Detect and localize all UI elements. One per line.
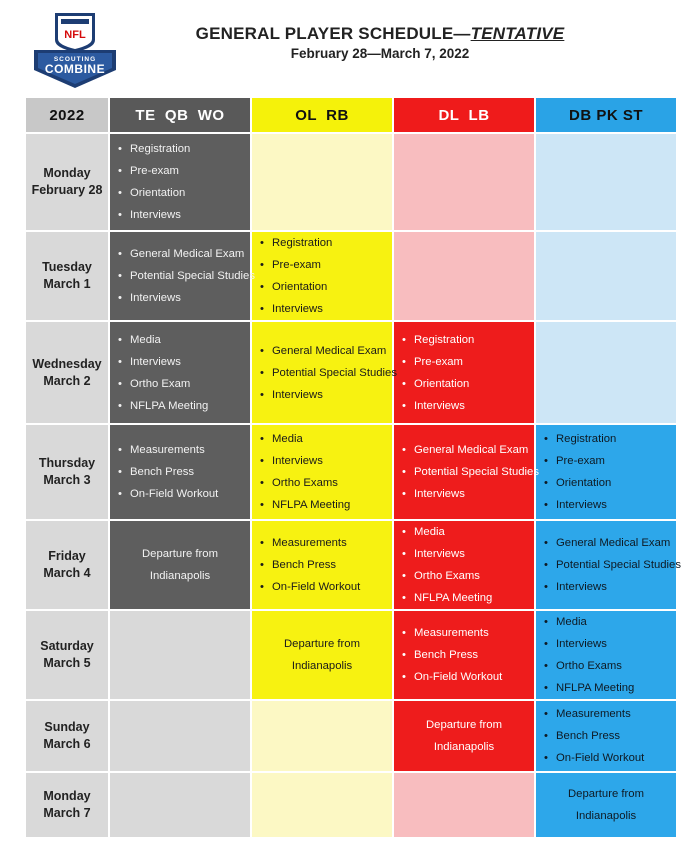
list-item: • General Medical Exam xyxy=(118,243,250,265)
header-group-te-qb-wo: TE QB WO xyxy=(110,98,250,132)
day-date: March 3 xyxy=(43,473,91,487)
item-list xyxy=(536,703,676,769)
cell-dl-lb-empty xyxy=(394,773,534,837)
list-item: • Orientation xyxy=(544,472,676,494)
day-name: Monday xyxy=(43,789,91,803)
combine-logo xyxy=(32,10,118,90)
item-list xyxy=(252,428,392,516)
departure-line: Departure from xyxy=(568,788,644,800)
cell-dl-lb xyxy=(394,611,534,699)
item-list xyxy=(394,521,534,609)
cell-db-pk-st xyxy=(536,425,676,519)
list-item: • Measurements xyxy=(118,439,250,461)
cell-te-qb-wo-empty xyxy=(110,611,250,699)
item-list xyxy=(394,329,534,417)
departure-city: Indianapolis xyxy=(291,660,353,672)
table-row xyxy=(26,773,676,837)
day-name: Sunday xyxy=(44,720,90,734)
cell-te-qb-wo-empty xyxy=(110,701,250,771)
list-item: • Pre-exam xyxy=(402,351,534,373)
item-list xyxy=(536,611,676,699)
list-item: • Measurements xyxy=(544,703,676,725)
day-cell xyxy=(26,134,108,230)
list-item: • Interviews xyxy=(118,351,250,373)
list-item: • Potential Special Studies xyxy=(118,265,250,287)
item-list xyxy=(110,329,250,417)
item-list xyxy=(536,532,681,598)
cell-dl-lb-empty xyxy=(394,232,534,320)
list-item: • NFLPA Meeting xyxy=(544,677,676,699)
item-list xyxy=(110,138,250,226)
list-item: • Interviews xyxy=(118,287,250,309)
day-cell xyxy=(26,322,108,423)
cell-ol-rb-empty xyxy=(252,134,392,230)
table-row xyxy=(26,232,676,320)
list-item: • On-Field Workout xyxy=(402,666,534,688)
cell-te-qb-wo xyxy=(110,134,250,230)
table-row xyxy=(26,611,676,699)
day-date: March 5 xyxy=(43,656,91,670)
header xyxy=(150,24,610,61)
table-row xyxy=(26,322,676,423)
item-list xyxy=(536,428,676,516)
header-group-dl-lb: DL LB xyxy=(394,98,534,132)
cell-ol-rb-departure xyxy=(252,611,392,699)
day-name: Thursday xyxy=(38,456,96,470)
departure-line: Departure from xyxy=(426,719,502,731)
cell-dl-lb xyxy=(394,521,534,609)
day-cell xyxy=(26,773,108,837)
list-item: • General Medical Exam xyxy=(544,532,676,554)
list-item: • On-Field Workout xyxy=(260,576,392,598)
cell-te-qb-wo xyxy=(110,425,250,519)
cell-dl-lb-empty xyxy=(394,134,534,230)
list-item: • Interviews xyxy=(402,395,534,417)
day-date: March 1 xyxy=(43,277,91,291)
day-date: March 4 xyxy=(43,566,91,580)
list-item: • Registration xyxy=(544,428,676,450)
header-year: 2022 xyxy=(26,98,108,132)
list-item: • Registration xyxy=(260,232,392,254)
list-item: • Measurements xyxy=(402,622,534,644)
day-cell xyxy=(26,425,108,519)
list-item: • Orientation xyxy=(260,276,392,298)
list-item: • On-Field Workout xyxy=(544,747,676,769)
cell-te-qb-wo-departure xyxy=(110,521,250,609)
list-item: • Pre-exam xyxy=(118,160,250,182)
day-cell xyxy=(26,611,108,699)
item-list xyxy=(110,243,255,309)
list-item: • Interviews xyxy=(260,450,392,472)
day-name: Monday xyxy=(43,166,91,180)
logo-nfl-text: NFL xyxy=(64,29,86,41)
list-item: • Registration xyxy=(118,138,250,160)
item-list xyxy=(394,439,539,505)
cell-db-pk-st xyxy=(536,521,681,609)
list-item: • Media xyxy=(402,521,534,543)
list-item: • Bench Press xyxy=(544,725,676,747)
list-item: • Ortho Exams xyxy=(402,565,534,587)
item-list xyxy=(252,532,392,598)
list-item: • Potential Special Studies xyxy=(260,362,392,384)
list-item: • Potential Special Studies xyxy=(402,461,534,483)
list-item: • Interviews xyxy=(402,543,534,565)
cell-db-pk-st-departure xyxy=(536,773,676,837)
list-item: • Interviews xyxy=(544,576,676,598)
cell-dl-lb-departure xyxy=(394,701,534,771)
cell-db-pk-st xyxy=(536,701,676,771)
list-item: • Orientation xyxy=(118,182,250,204)
cell-ol-rb xyxy=(252,232,392,320)
list-item: • On-Field Workout xyxy=(118,483,250,505)
cell-ol-rb xyxy=(252,425,392,519)
list-item: • Potential Special Studies xyxy=(544,554,676,576)
day-name: Wednesday xyxy=(32,356,102,371)
day-date: March 7 xyxy=(43,806,91,820)
list-item: • General Medical Exam xyxy=(260,340,392,362)
list-item: • Measurements xyxy=(260,532,392,554)
list-item: • Interviews xyxy=(260,384,392,406)
cell-dl-lb xyxy=(394,425,539,519)
cell-te-qb-wo xyxy=(110,232,255,320)
list-item: • Interviews xyxy=(544,494,676,516)
cell-dl-lb xyxy=(394,322,534,423)
title-main: GENERAL PLAYER SCHEDULE— xyxy=(195,24,471,43)
departure-city: Indianapolis xyxy=(575,810,637,822)
day-date: February 28 xyxy=(31,183,103,197)
list-item: • Media xyxy=(118,329,250,351)
schedule-table xyxy=(24,96,681,839)
list-item: • Pre-exam xyxy=(544,450,676,472)
cell-ol-rb-empty xyxy=(252,773,392,837)
day-date: March 2 xyxy=(43,373,91,388)
table-row xyxy=(26,425,676,519)
title-tentative: TENTATIVE xyxy=(470,24,565,43)
list-item: • Pre-exam xyxy=(260,254,392,276)
list-item: • Interviews xyxy=(402,483,534,505)
cell-db-pk-st-empty xyxy=(536,232,676,320)
list-item: • NFLPA Meeting xyxy=(402,587,534,609)
list-item: • Media xyxy=(260,428,392,450)
page-title xyxy=(150,24,610,44)
item-list xyxy=(252,340,397,406)
table-row xyxy=(26,134,676,230)
day-cell xyxy=(26,701,108,771)
list-item: • General Medical Exam xyxy=(402,439,534,461)
list-item: • Ortho Exam xyxy=(118,373,250,395)
list-item: • Interviews xyxy=(260,298,392,320)
list-item: • Orientation xyxy=(402,373,534,395)
cell-db-pk-st xyxy=(536,611,676,699)
day-cell xyxy=(26,521,108,609)
departure-line: Departure from xyxy=(142,548,218,560)
day-name: Saturday xyxy=(40,639,94,653)
cell-ol-rb xyxy=(252,322,397,423)
list-item: • Registration xyxy=(402,329,534,351)
cell-ol-rb-empty xyxy=(252,701,392,771)
list-item: • Media xyxy=(544,611,676,633)
item-list xyxy=(110,439,250,505)
departure-city: Indianapolis xyxy=(433,741,495,753)
logo-combine-text: COMBINE xyxy=(44,62,106,76)
cell-db-pk-st-empty xyxy=(536,134,676,230)
table-row xyxy=(26,701,676,771)
header-group-db-pk-st: DB PK ST xyxy=(536,98,676,132)
cell-te-qb-wo-empty xyxy=(110,773,250,837)
page-subtitle: February 28—March 7, 2022 xyxy=(290,46,470,61)
day-cell xyxy=(26,232,108,320)
day-date: March 6 xyxy=(43,737,91,751)
cell-db-pk-st-empty xyxy=(536,322,676,423)
table-row xyxy=(26,521,676,609)
list-item: • Ortho Exams xyxy=(260,472,392,494)
departure-city: Indianapolis xyxy=(149,570,211,582)
list-item: • Interviews xyxy=(118,204,250,226)
cell-te-qb-wo xyxy=(110,322,250,423)
list-item: • Bench Press xyxy=(118,461,250,483)
cell-ol-rb xyxy=(252,521,392,609)
list-item: • NFLPA Meeting xyxy=(118,395,250,417)
day-name: Friday xyxy=(48,549,86,563)
logo-scouting-text: SCOUTING xyxy=(53,56,97,63)
list-item: • Interviews xyxy=(544,633,676,655)
departure-line: Departure from xyxy=(284,638,360,650)
list-item: • Ortho Exams xyxy=(544,655,676,677)
header-row xyxy=(26,98,676,132)
day-name: Tuesday xyxy=(42,260,92,274)
list-item: • Bench Press xyxy=(260,554,392,576)
list-item: • NFLPA Meeting xyxy=(260,494,392,516)
header-group-ol-rb: OL RB xyxy=(252,98,392,132)
shield-logo-icon xyxy=(32,10,118,90)
item-list xyxy=(394,622,534,688)
item-list xyxy=(252,232,392,320)
list-item: • Bench Press xyxy=(402,644,534,666)
